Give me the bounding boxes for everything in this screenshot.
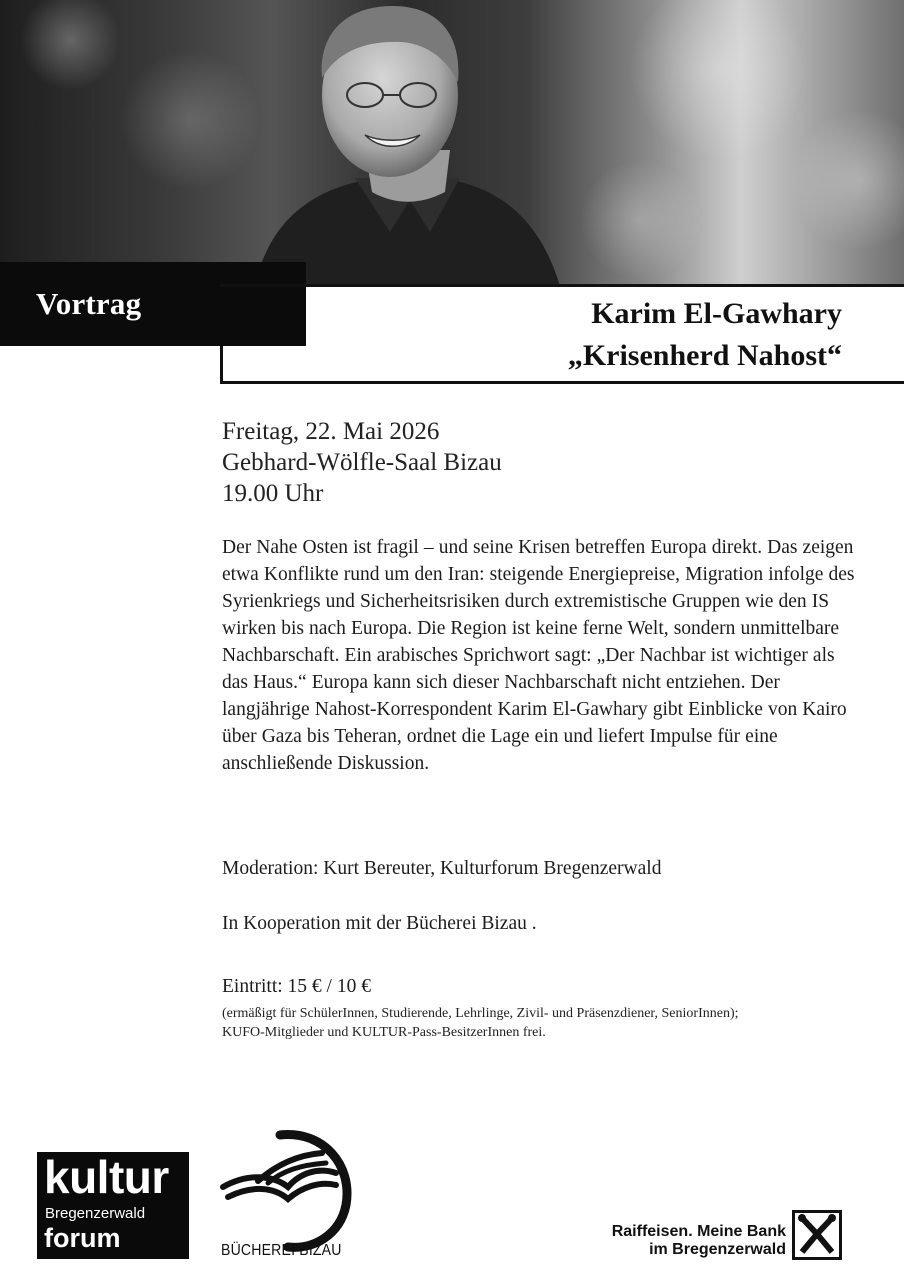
event-venue: Gebhard-Wölfle-Saal Bizau [222,449,502,476]
speaker-name: Karim El-Gawhary [591,297,842,330]
admission-note-reduced: (ermäßigt für SchülerInnen, Studierende, Lehrlinge, Zivil- und Präsenzdiener, SeniorInnen); [222,1006,739,1021]
kulturforum-logo-word: kultur [44,1151,169,1203]
portrait-illustration [0,0,904,286]
event-description: Der Nahe Osten ist fragil – und seine Krisen betreffen Europa direkt. Das zeigen etwa Konflikte rund um den Iran: steigende Energiepreise, Migration infolge des Syrienkriegs und Sicherheitsrisiken durch extremistische Gruppen wie den IS wirken bis nach Europa. Die Region ist keine ferne Welt, sondern unmittelbare Nachbarschaft. Ein arabisches Sprichwort sagt: „Der Nachbar ist wichtiger als das Haus.“ Europa kann sich dieser Nachbarschaft nicht entziehen. Der langjährige Nahost-Korrespondent Karim El-Gawhary gibt Einblicke von Kairo über Gaza bis Teheran, ordnet die Lage ein und liefert Impulse für eine anschließende Diskussion. [222,537,855,774]
category-tag: Vortrag [36,286,142,321]
event-time: 19.00 Uhr [222,480,324,507]
title-top-rule [220,284,904,287]
raiffeisen-line-1: Raiffeisen. Meine Bank [611,1223,786,1240]
cooperation-line: In Kooperation mit der Bücherei Bizau . [222,913,537,934]
raiffeisen-gable-cross-icon [792,1210,842,1260]
title-bottom-rule [220,381,904,384]
lecture-title: „Krisenherd Nahost“ [567,339,842,372]
raiffeisen-line-2: im Bregenzerwald [649,1241,786,1258]
kulturforum-logo-sub: Bregenzerwald [45,1205,146,1222]
event-info [222,416,502,509]
admission-note-free: KUFO-Mitglieder und KULTUR-Pass-BesitzerInnen frei. [222,1025,546,1040]
title-left-rule [220,346,223,384]
moderation-line: Moderation: Kurt Bereuter, Kulturforum Bregenzerwald [222,858,662,879]
kulturforum-logo-forum: forum [44,1223,121,1253]
raiffeisen-logo-text [612,1223,786,1259]
kulturforum-logo [37,1152,189,1259]
admission-price: Eintritt: 15 € / 10 € [222,976,371,997]
event-date: Freitag, 22. Mai 2026 [222,418,440,445]
speaker-photo [0,0,904,286]
buecherei-logo-text: BÜCHEREI BIZAU [221,1242,342,1259]
